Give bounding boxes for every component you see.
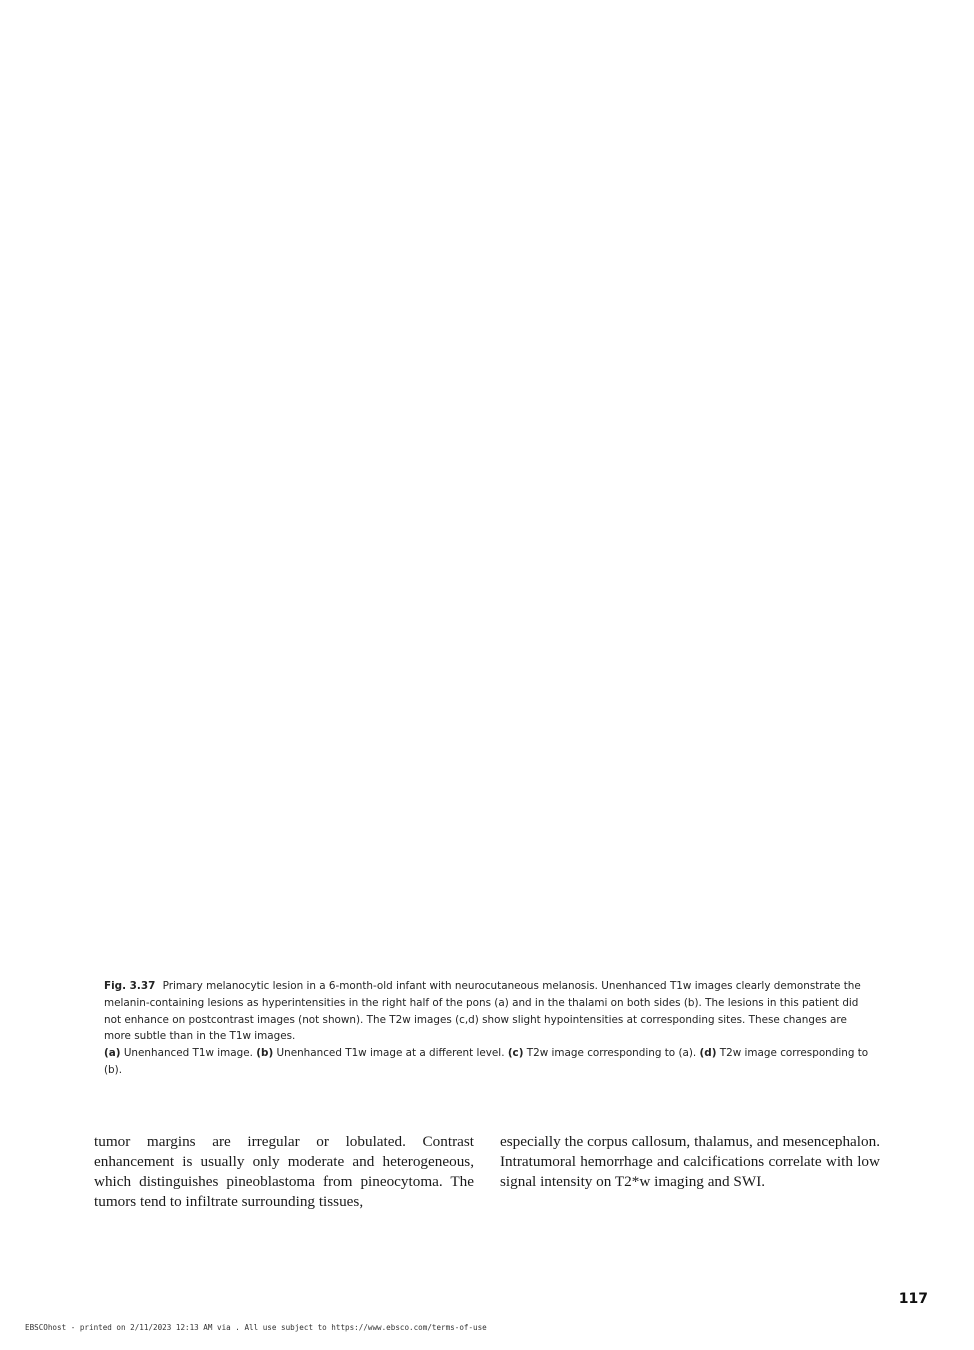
right-column [500, 1132, 880, 1212]
figure-caption [104, 978, 876, 1079]
caption-main-paragraph [104, 978, 876, 1045]
subcaption-a-key: (a) [104, 1047, 121, 1060]
page-number: 117 [898, 1291, 928, 1307]
subcaption-b-key: (b) [256, 1047, 274, 1060]
left-column-text: tumor margins are irregular or lobulated. Contrast enhancement is usually only moderate and heterogeneous, which distinguishes pineoblastoma from pineocytoma. The tumors tend to infiltrate surrounding tissues, [94, 1133, 474, 1210]
right-column-text: especially the corpus callosum, thalamus, and mesencephalon. Intratumoral hemorrhage and calcifications correlate with low signal intensity on T2*w imaging and SWI. [500, 1133, 880, 1190]
print-footer: EBSCOhost - printed on 2/11/2023 12:13 AM via . All use subject to https://www.ebsco.com/terms-of-use [25, 1323, 487, 1332]
subcaption-d-text: T2w image corresponding to (b). [104, 1047, 869, 1076]
subcaption-a-text: Unenhanced T1w image. [120, 1047, 257, 1060]
caption-subcaptions [104, 1045, 876, 1079]
figure-label: Fig. 3.37 [104, 980, 156, 992]
subcaption-d-key: (d) [699, 1047, 717, 1060]
subcaption-c-text: T2w image corresponding to (a). [523, 1047, 700, 1060]
left-column [94, 1132, 474, 1212]
body-text [94, 1132, 880, 1212]
subcaption-b-text: Unenhanced T1w image at a different level. [273, 1047, 508, 1060]
subcaption-c-key: (c) [507, 1047, 524, 1060]
caption-main-text: Primary melanocytic lesion in a 6-month-old infant with neurocutaneous melanosis. Unenhanced T1w images clearly demonstrate the melanin-containing lesions as hyperintensities in the right half of the pons (a) and in the thalami on both sides (b). The lesions in this patient did not enhance on postcontrast images (not shown). The T2w images (c,d) show slight hypointensities at corresponding sites. These changes are more subtle than in the T1w images. [104, 980, 861, 1043]
